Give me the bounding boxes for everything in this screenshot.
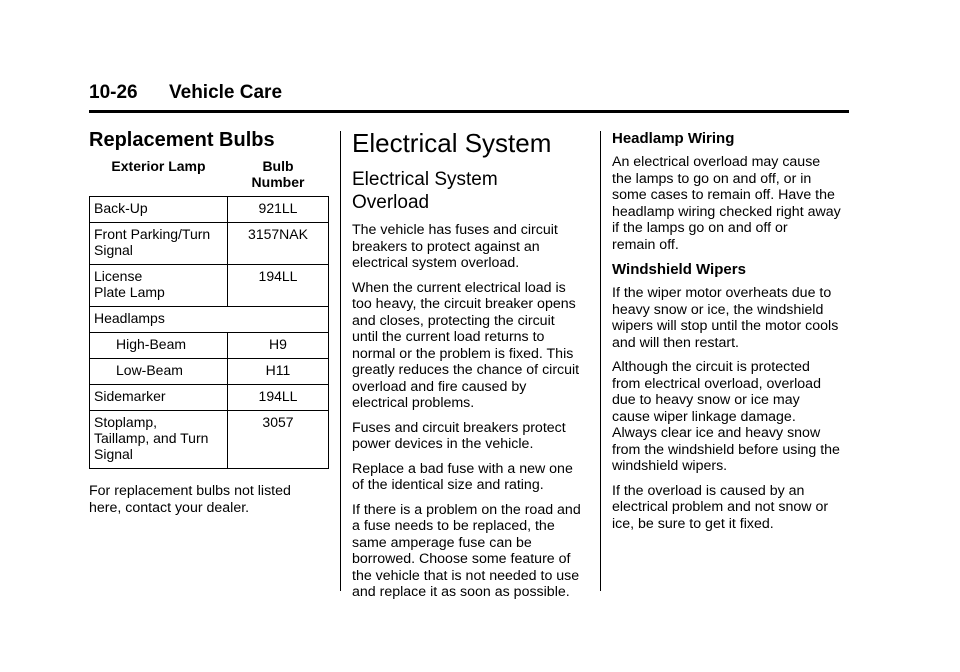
bulb-table <box>89 158 329 469</box>
table-row <box>90 385 329 411</box>
column-replacement-bulbs <box>89 128 334 524</box>
lamp-cell: Front Parking/Turn Signal <box>90 223 228 265</box>
paragraph: Fuses and circuit breakers protect power devices in the vehicle. <box>352 419 566 452</box>
bulb-number-cell: 3057 <box>228 411 329 469</box>
lamp-cell: Stoplamp, Taillamp, and Turn Signal <box>90 411 228 469</box>
header-exterior-lamp: Exterior Lamp <box>90 158 228 197</box>
page-number: 10-26 <box>89 82 138 103</box>
paragraph: An electrical overload may cause the lamps to go on and off, or in some cases to remain off. Have the headlamp wiring checked right away if the lamps go on and off or remain off. <box>612 154 841 253</box>
table-row <box>90 265 329 307</box>
overload-subtitle: Electrical System Overload <box>352 169 498 213</box>
column-electrical-system <box>352 128 592 609</box>
replacement-bulbs-title: Replacement Bulbs <box>89 129 275 151</box>
section-title: Vehicle Care <box>169 82 283 103</box>
table-row <box>90 359 329 385</box>
bulb-number-cell: 194LL <box>228 385 329 411</box>
paragraph: If there is a problem on the road and a fuse needs to be replaced, the same amperage fuse can be borrowed. Choose some feature of the vehicle that is not needed to use and replace it as soon as possible. <box>352 501 581 600</box>
paragraph: The vehicle has fuses and circuit breakers to protect against an electrical system overload. <box>352 222 558 271</box>
lamp-cell: Sidemarker <box>90 385 228 411</box>
table-row <box>90 307 329 333</box>
lamp-cell: High-Beam <box>90 333 228 359</box>
paragraph: Although the circuit is protected from electrical overload, overload due to heavy snow or ice may cause wiper linkage damage. Always clear ice and heavy snow from the windshield before using the windshield wipers. <box>612 359 840 474</box>
paragraph: When the current electrical load is too heavy, the circuit breaker opens and closes, protecting the circuit until the current load returns to normal or the problem is fixed. This greatly reduces the chance of circuit overload and fire caused by electrical problems. <box>352 279 580 411</box>
bulb-number-cell: 194LL <box>228 265 329 307</box>
column-divider <box>340 131 341 591</box>
paragraph: If the overload is caused by an electrical problem and not snow or ice, be sure to get it fixed. <box>612 482 829 532</box>
header-bulb-number: Bulb Number <box>228 158 329 197</box>
lamp-cell: License Plate Lamp <box>90 265 228 307</box>
replacement-note: For replacement bulbs not listed here, contact your dealer. <box>89 483 291 516</box>
column-divider <box>600 131 601 591</box>
table-row <box>90 197 329 223</box>
paragraph: If the wiper motor overheats due to heavy snow or ice, the windshield wipers will stop until the motor cools and will then restart. <box>612 285 839 351</box>
column-wiring-wipers <box>612 128 852 540</box>
page-header <box>89 82 849 113</box>
windshield-wipers-heading: Windshield Wipers <box>612 261 746 278</box>
table-row <box>90 411 329 469</box>
table-header-row <box>90 158 329 197</box>
paragraph: Replace a bad fuse with a new one of the identical size and rating. <box>352 460 573 493</box>
bulb-number-cell: 3157NAK <box>228 223 329 265</box>
bulb-number-cell: H9 <box>228 333 329 359</box>
table-row <box>90 333 329 359</box>
lamp-cell: Low-Beam <box>90 359 228 385</box>
lamp-group-cell: Headlamps <box>90 307 329 333</box>
lamp-cell: Back-Up <box>90 197 228 223</box>
bulb-number-cell: 921LL <box>228 197 329 223</box>
bulb-number-cell: H11 <box>228 359 329 385</box>
electrical-system-title: Electrical System <box>352 128 552 158</box>
headlamp-wiring-heading: Headlamp Wiring <box>612 130 735 147</box>
table-row <box>90 223 329 265</box>
